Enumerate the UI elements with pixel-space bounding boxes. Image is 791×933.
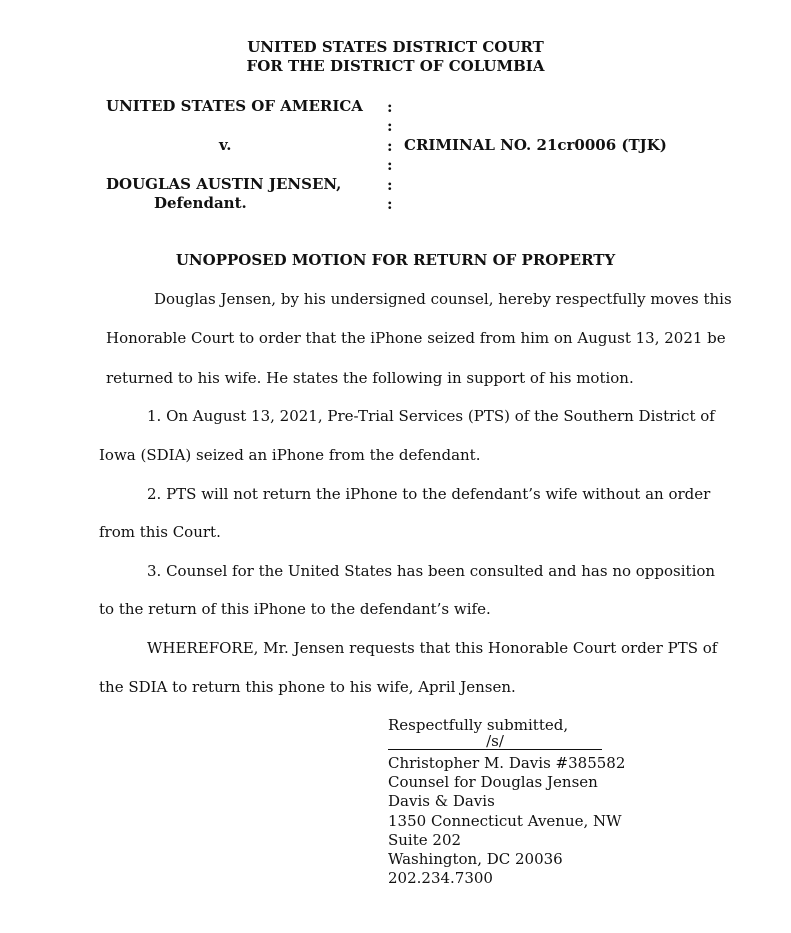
signature-firm: Davis & Davis — [388, 792, 495, 810]
caption-defendant-name: DOUGLAS AUSTIN JENSEN, — [106, 175, 342, 193]
paragraph-1-line: 1. On August 13, 2021, Pre-Trial Services (PTS) of the Southern District of — [147, 407, 715, 425]
paragraph-3-line: to the return of this iPhone to the defendant’s wife. — [99, 600, 491, 618]
caption-colon: : — [387, 98, 393, 116]
caption-colon: : — [387, 137, 393, 155]
caption-colon: : — [387, 117, 393, 135]
caption-colon: : — [387, 156, 393, 174]
caption-colon: : — [387, 195, 393, 213]
paragraph-2-line: from this Court. — [99, 523, 221, 541]
signature-closing: Respectfully submitted, — [388, 716, 569, 734]
caption-defendant-role: Defendant. — [154, 194, 247, 212]
signature-city: Washington, DC 20036 — [388, 850, 563, 868]
paragraph-1-line: Iowa (SDIA) seized an iPhone from the defendant. — [99, 446, 481, 464]
intro-line: Douglas Jensen, by his undersigned counsel, hereby respectfully moves this — [154, 290, 732, 308]
signature-line — [388, 734, 602, 750]
court-name: UNITED STATES DISTRICT COURT — [247, 38, 544, 56]
caption-plaintiff: UNITED STATES OF AMERICA — [106, 97, 363, 115]
court-heading — [0, 38, 791, 76]
signature-address-1: 1350 Connecticut Avenue, NW — [388, 812, 622, 830]
paragraph-2-line: 2. PTS will not return the iPhone to the defendant’s wife without an order — [147, 485, 711, 503]
motion-title: UNOPPOSED MOTION FOR RETURN OF PROPERTY — [175, 251, 616, 269]
criminal-number: CRIMINAL NO. 21cr0006 (TJK) — [404, 136, 667, 154]
caption-versus: v. — [219, 136, 232, 154]
court-district: FOR THE DISTRICT OF COLUMBIA — [246, 57, 545, 75]
wherefore-line: the SDIA to return this phone to his wife, April Jensen. — [99, 678, 516, 696]
signature-name: Christopher M. Davis #385582 — [388, 754, 626, 772]
intro-line: Honorable Court to order that the iPhone seized from him on August 13, 2021 be — [106, 329, 726, 347]
wherefore-line: WHEREFORE, Mr. Jensen requests that this Honorable Court order PTS of — [147, 639, 718, 657]
signature-title: Counsel for Douglas Jensen — [388, 773, 598, 791]
signature-phone: 202.234.7300 — [388, 869, 493, 887]
intro-line: returned to his wife. He states the following in support of his motion. — [106, 369, 634, 387]
caption-colon: : — [387, 176, 393, 194]
signature-address-2: Suite 202 — [388, 831, 462, 849]
paragraph-3-line: 3. Counsel for the United States has been consulted and has no opposition — [147, 562, 716, 580]
signature-slash-s: /s/ — [486, 732, 504, 750]
